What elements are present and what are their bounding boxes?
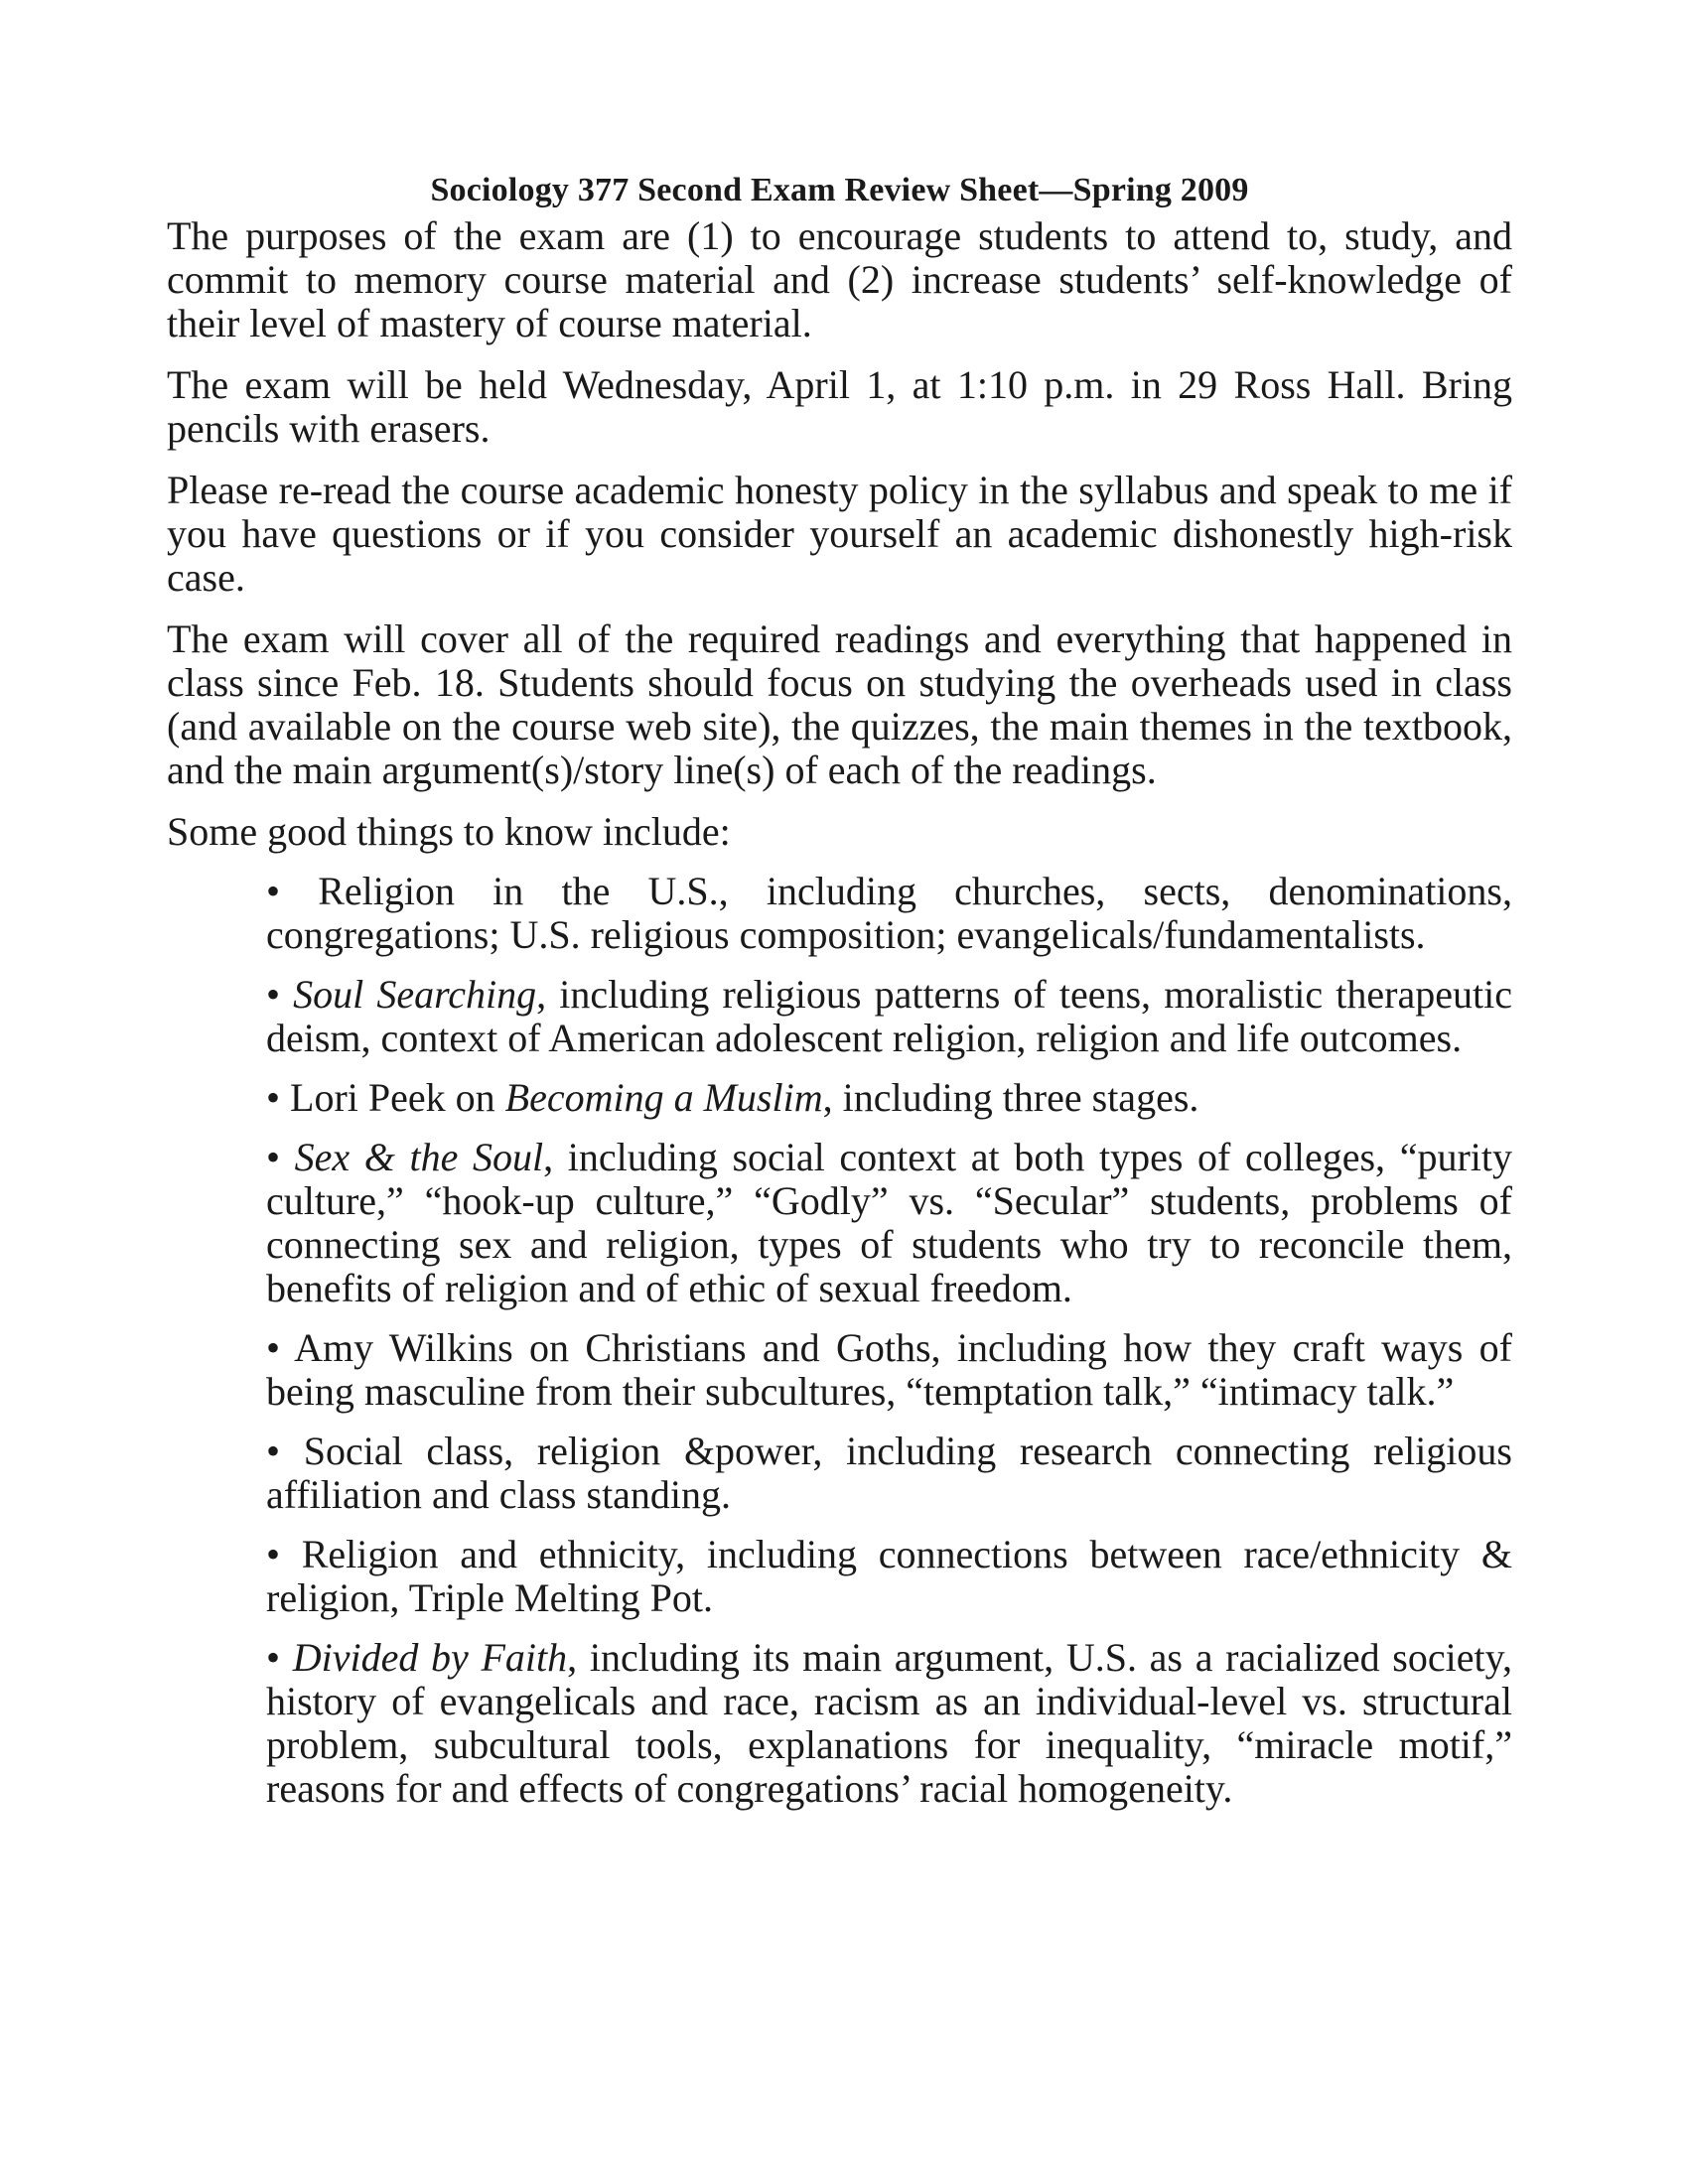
topic-text: , including three stages. — [822, 1075, 1199, 1120]
bullet: • — [266, 1135, 295, 1179]
topic-text: , including religious patterns of teens, moralistic therapeutic deism, context of American adolescent religion, religion and life outcomes. — [266, 972, 1512, 1060]
topic-item-becoming-muslim — [266, 1076, 1512, 1120]
bullet: • — [266, 1075, 291, 1120]
topic-item-soul-searching — [266, 973, 1512, 1060]
bullet: • — [266, 869, 319, 913]
topic-book-title: Divided by Faith — [292, 1635, 568, 1680]
topic-book-title: Soul Searching — [293, 972, 537, 1017]
bullet: • — [266, 1532, 302, 1576]
topic-author: Lori Peek on — [290, 1075, 505, 1120]
topic-item-christians-goths — [266, 1326, 1512, 1414]
topic-item-divided-faith — [266, 1636, 1512, 1811]
topic-book-title: Becoming a Muslim — [504, 1075, 823, 1120]
document-page — [167, 169, 1512, 1827]
topic-text: Amy Wilkins on Christians and Goths, including how they craft ways of being masculine from their subcultures, “temptation talk,” “intimacy talk.” — [266, 1325, 1512, 1414]
bullet: • — [266, 972, 294, 1017]
list-intro: Some good things to know include: — [167, 809, 731, 854]
bullet: • — [266, 1429, 304, 1473]
paragraph-coverage: The exam will cover all of the required readings and everything that happened in class since Feb. 18. Students should focus on studying the overheads used in class (and available on the course web site), the quizzes, the main themes in the textbook, and the main argument(s)/story line(s) of each of the readings. — [167, 616, 1512, 792]
topic-item-social-class — [266, 1430, 1512, 1517]
topic-text: Religion in the U.S., including churches, sects, denominations, congregations; U.S. religious composition; evangelicals/fundamentalists. — [266, 869, 1512, 957]
topic-item-ethnicity — [266, 1533, 1512, 1620]
topic-item-sex-soul — [266, 1136, 1512, 1310]
topic-text: Social class, religion &power, including research connecting religious affiliation and class standing. — [266, 1429, 1512, 1517]
bullet: • — [266, 1325, 295, 1370]
bullet: • — [266, 1635, 293, 1680]
paragraph-honesty: Please re-read the course academic honesty policy in the syllabus and speak to me if you have questions or if you consider yourself an academic dishonestly high-risk case. — [167, 468, 1512, 600]
topic-book-title: Sex & the Soul — [294, 1135, 544, 1179]
topic-text: , including social context at both types of colleges, “purity culture,” “hook-up culture,” “Godly” vs. “Secular” students, problems of connecting sex and religion, types of students who try to reconcile them, benefits of religion and of ethic of sexual freedom. — [266, 1135, 1512, 1310]
topic-text: Religion and ethnicity, including connections between race/ethnicity & religion, Triple Melting Pot. — [266, 1532, 1512, 1620]
paragraph-exam-time: The exam will be held Wednesday, April 1, at 1:10 p.m. in 29 Ross Hall. Bring pencils with erasers. — [167, 362, 1512, 451]
document-title: Sociology 377 Second Exam Review Sheet—Spring 2009 — [430, 172, 1249, 208]
topic-text: , including its main argument, U.S. as a racialized society, history of evangelicals and race, racism as an individual-level vs. structural problem, subcultural tools, explanations for inequality, “miracle motif,” reasons for and effects of congregations’ racial homogeneity. — [266, 1635, 1512, 1811]
topic-list — [167, 870, 1512, 1811]
topic-item-religion-us — [266, 870, 1512, 957]
paragraph-purposes: The purposes of the exam are (1) to encourage students to attend to, study, and commit to memory course material and (2) increase students’ self-knowledge of their level of mastery of course material. — [167, 213, 1512, 345]
